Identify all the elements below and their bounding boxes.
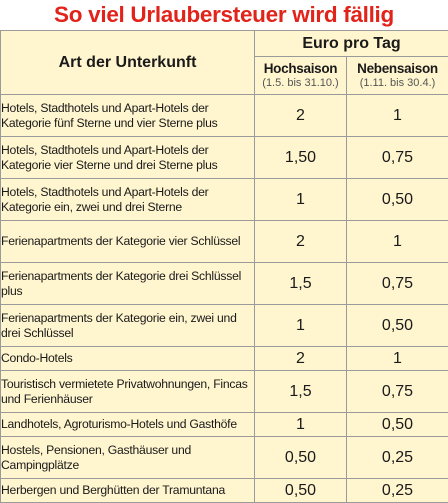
accommodation-type-cell: Hotels, Stadthotels und Apart-Hotels der Kategorie vier Sterne und drei Sterne plus: [1, 137, 255, 179]
high-season-rate: 1,5: [255, 371, 347, 413]
accommodation-type-cell: Landhotels, Agroturismo-Hotels und Gasthöfe: [1, 413, 255, 437]
table-row: [1, 263, 448, 305]
table-row: [1, 479, 448, 503]
accommodation-type-cell: Herbergen und Berghütten der Tramuntana: [1, 479, 255, 503]
high-season-rate: 1: [255, 179, 347, 221]
table-row: [1, 95, 448, 137]
accommodation-type-cell: Ferienapartments der Kategorie vier Schlüssel: [1, 221, 255, 263]
accommodation-type-header: Art der Unterkunft: [1, 31, 255, 95]
table-row: [1, 347, 448, 371]
accommodation-type-cell: Condo-Hotels: [1, 347, 255, 371]
table-row: [1, 221, 448, 263]
low-season-rate: 1: [347, 95, 448, 137]
page-title: So viel Urlaubersteuer wird fällig: [0, 0, 448, 30]
low-season-rate: 0,50: [347, 179, 448, 221]
high-season-rate: 1,5: [255, 263, 347, 305]
high-season-rate: 1: [255, 305, 347, 347]
low-season-rate: 0,25: [347, 437, 448, 479]
low-season-dates: (1.11. bis 30.4.): [347, 76, 448, 90]
high-season-rate: 2: [255, 95, 347, 137]
high-season-rate: 2: [255, 221, 347, 263]
tax-table: [0, 30, 448, 503]
table-row: [1, 179, 448, 221]
high-season-rate: 0,50: [255, 479, 347, 503]
low-season-rate: 0,75: [347, 263, 448, 305]
high-season-name: Hochsaison: [255, 62, 346, 76]
euro-per-day-header: Euro pro Tag: [255, 31, 448, 57]
low-season-rate: 0,75: [347, 137, 448, 179]
accommodation-type-cell: Hotels, Stadthotels und Apart-Hotels der Kategorie fünf Sterne und vier Sterne plus: [1, 95, 255, 137]
table-row: [1, 305, 448, 347]
low-season-rate: 0,75: [347, 371, 448, 413]
high-season-rate: 1,50: [255, 137, 347, 179]
low-season-rate: 1: [347, 221, 448, 263]
high-season-rate: 0,50: [255, 437, 347, 479]
accommodation-type-cell: Hotels, Stadthotels und Apart-Hotels der Kategorie ein, zwei und drei Sterne: [1, 179, 255, 221]
high-season-dates: (1.5. bis 31.10.): [255, 76, 346, 90]
low-season-rate: 0,50: [347, 413, 448, 437]
low-season-name: Nebensaison: [347, 62, 448, 76]
high-season-rate: 2: [255, 347, 347, 371]
table-row: [1, 413, 448, 437]
low-season-header: [347, 57, 448, 95]
table-row: [1, 137, 448, 179]
low-season-rate: 0,25: [347, 479, 448, 503]
high-season-rate: 1: [255, 413, 347, 437]
accommodation-type-cell: Hostels, Pensionen, Gasthäuser und Campingplätze: [1, 437, 255, 479]
table-row: [1, 371, 448, 413]
accommodation-type-cell: Ferienapartments der Kategorie drei Schlüssel plus: [1, 263, 255, 305]
low-season-rate: 1: [347, 347, 448, 371]
low-season-rate: 0,50: [347, 305, 448, 347]
high-season-header: [255, 57, 347, 95]
accommodation-type-cell: Touristisch vermietete Privatwohnungen, Fincas und Ferienhäuser: [1, 371, 255, 413]
accommodation-type-cell: Ferienapartments der Kategorie ein, zwei und drei Schlüssel: [1, 305, 255, 347]
table-row: [1, 437, 448, 479]
